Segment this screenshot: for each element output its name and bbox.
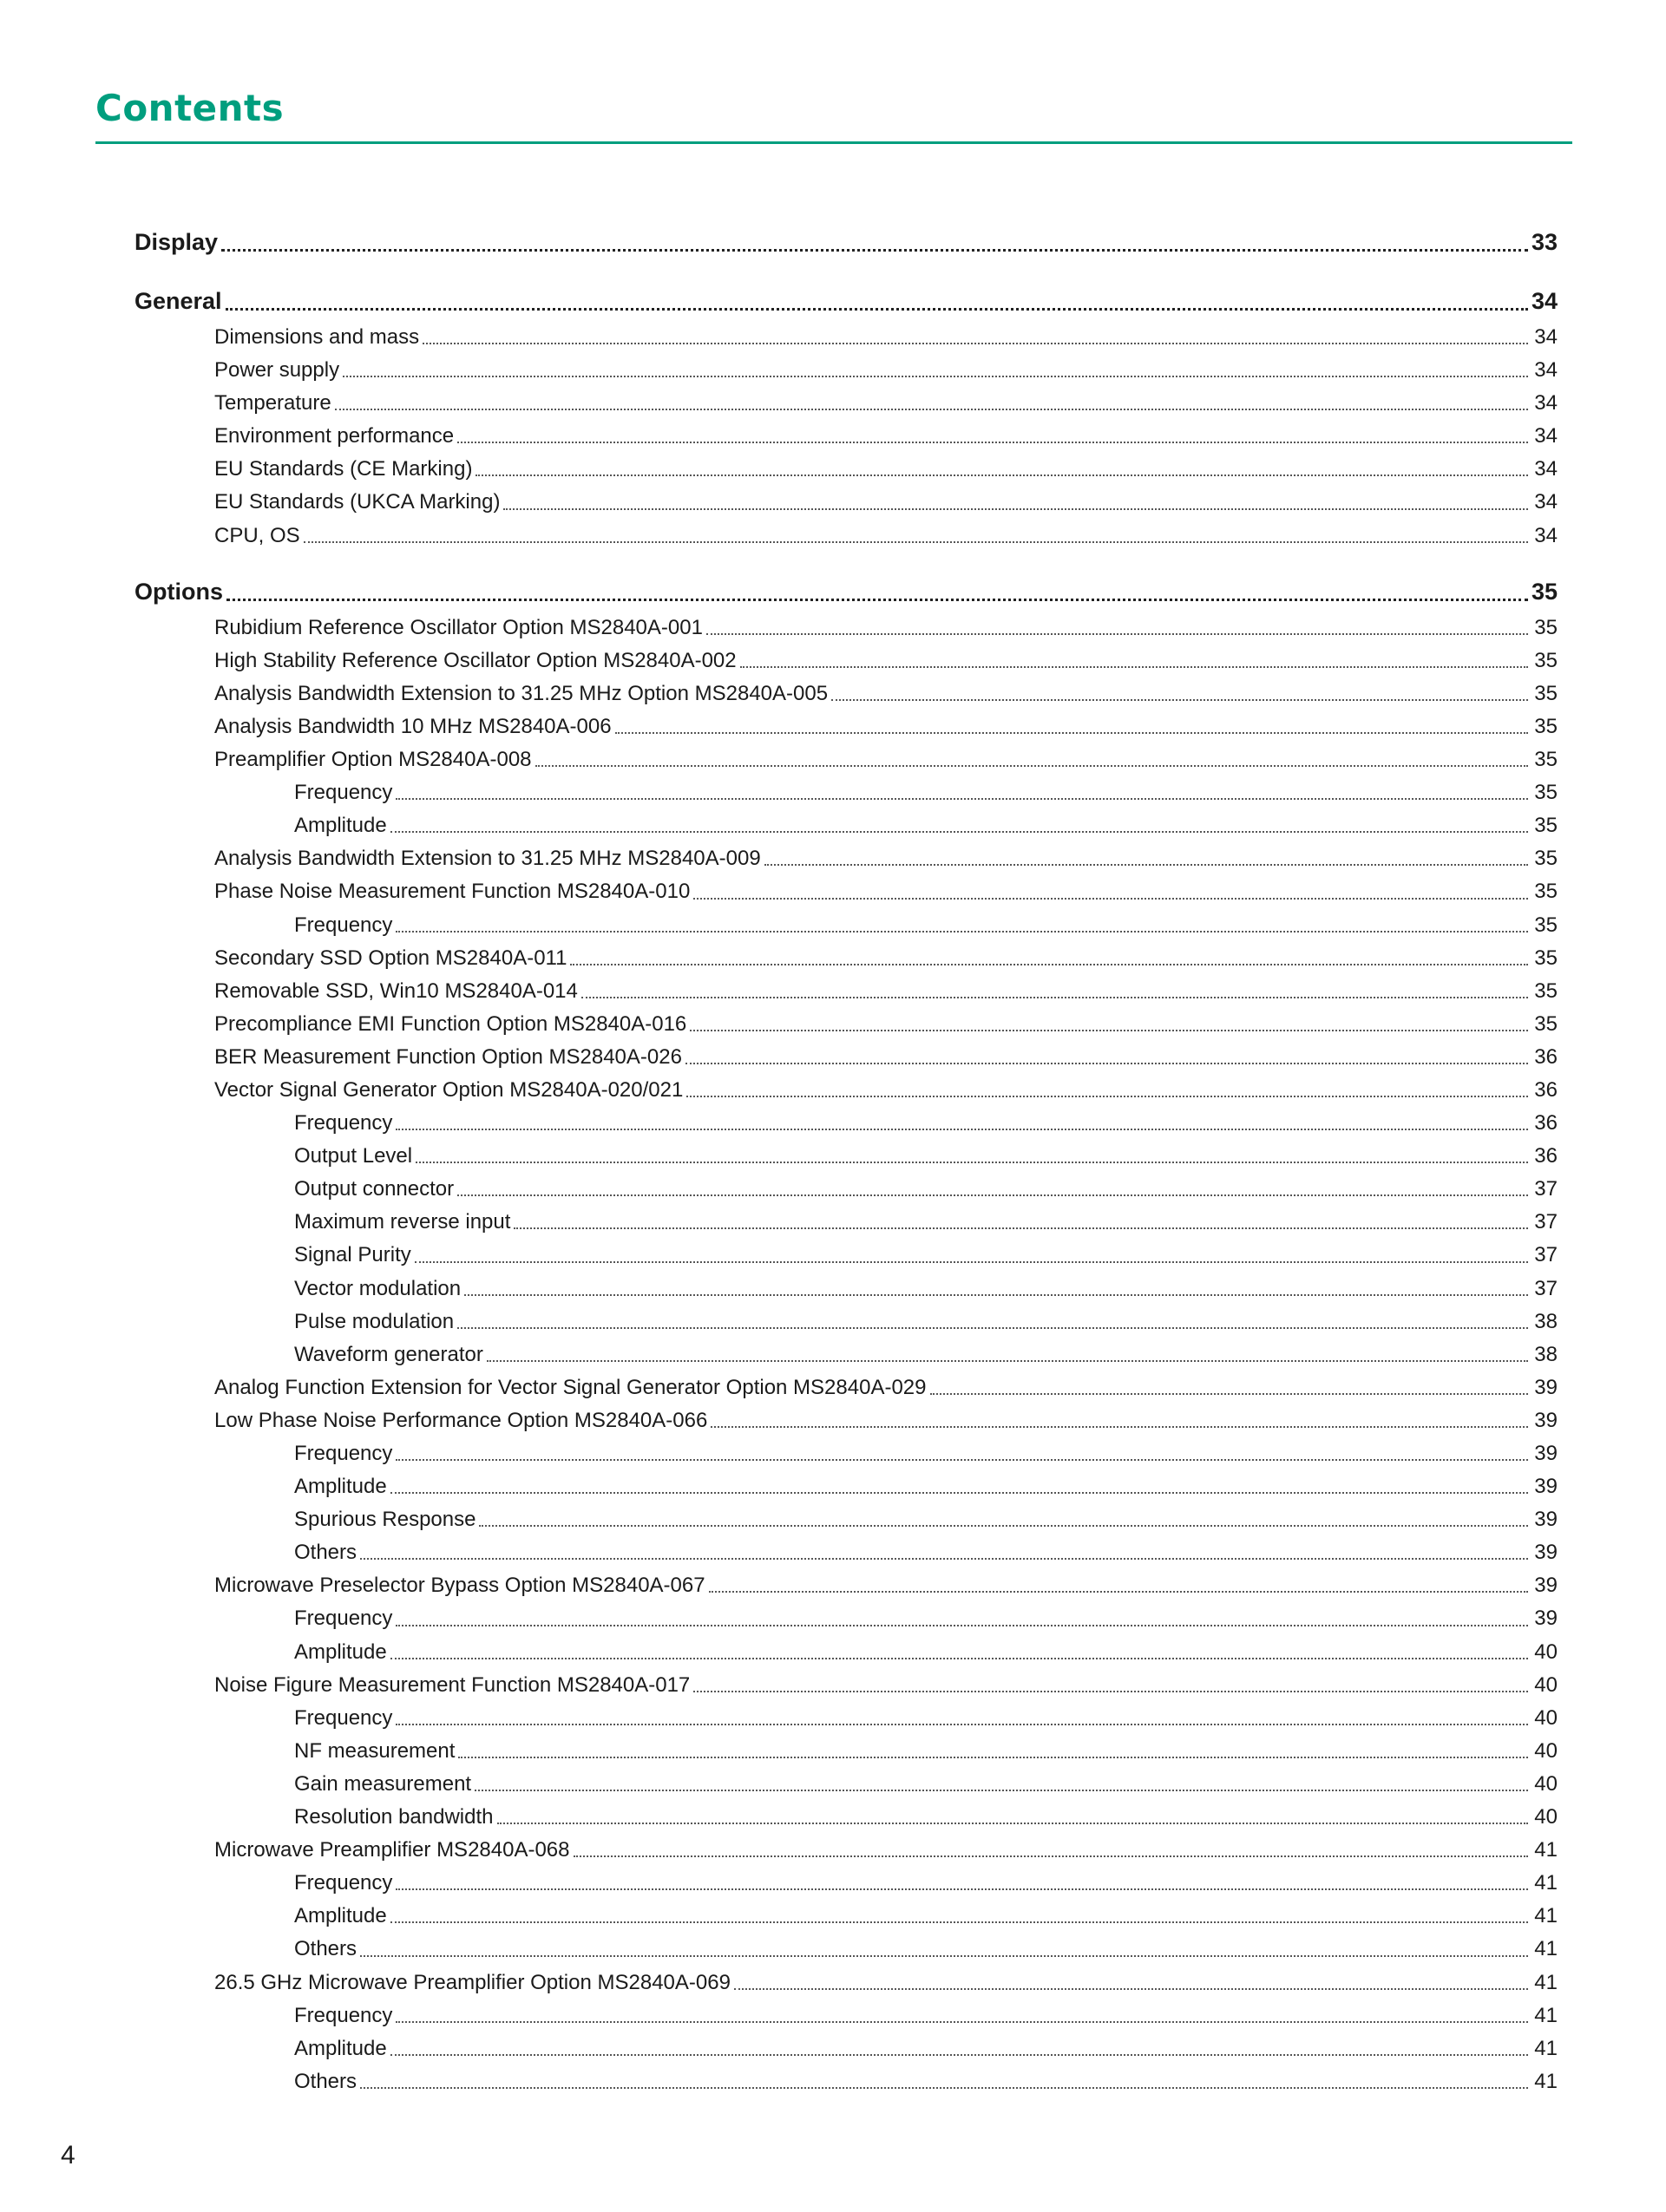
dot-leader: [740, 665, 1528, 668]
toc-entry-title: Frequency: [294, 1705, 393, 1730]
dot-leader: [503, 507, 1528, 510]
toc-subentry[interactable]: [134, 1503, 1558, 1536]
toc-entry-title: Amplitude: [294, 1904, 387, 1928]
toc-page-number: 39: [1534, 1442, 1558, 1465]
toc-entry-title: Resolution bandwidth: [294, 1805, 494, 1829]
toc-page-number: 41: [1534, 1937, 1558, 1961]
dot-leader: [360, 1954, 1528, 1957]
toc-entry-title: BER Measurement Function Option MS2840A-026: [214, 1044, 682, 1069]
toc-subentry[interactable]: [134, 1107, 1558, 1140]
toc-page-number: 34: [1531, 288, 1558, 314]
dot-leader: [487, 1359, 1528, 1362]
toc-subentry[interactable]: [134, 1536, 1558, 1569]
toc-entry[interactable]: [134, 975, 1558, 1008]
toc-entry[interactable]: [134, 1074, 1558, 1107]
toc-entry[interactable]: [134, 612, 1558, 645]
toc-entry-title: Precompliance EMI Function Option MS2840A-016: [214, 1011, 687, 1036]
toc-page-number: 41: [1534, 1871, 1558, 1895]
toc-page-number: 39: [1534, 1508, 1558, 1532]
table-of-contents: [134, 222, 1558, 2098]
dot-leader: [615, 731, 1528, 734]
toc-page-number: 37: [1534, 1210, 1558, 1234]
dot-leader: [930, 1392, 1529, 1395]
dot-leader: [457, 1194, 1528, 1196]
toc-subentry[interactable]: [134, 809, 1558, 842]
toc-entry-title: CPU, OS: [214, 523, 300, 547]
toc-entry-title: Phase Noise Measurement Function MS2840A-010: [214, 880, 691, 904]
toc-entry[interactable]: [134, 453, 1558, 486]
toc-page-number: 38: [1534, 1309, 1558, 1333]
toc-page-number: 34: [1534, 358, 1558, 383]
toc-entry-title: NF measurement: [294, 1738, 456, 1763]
toc-entry-title: Analog Function Extension for Vector Signal Generator Option MS2840A-029: [214, 1375, 927, 1399]
toc-subentry[interactable]: [134, 1173, 1558, 1206]
toc-page-number: 34: [1534, 424, 1558, 448]
dot-leader: [690, 1029, 1528, 1031]
toc-subentry[interactable]: [134, 1801, 1558, 1834]
dot-leader: [711, 1425, 1528, 1428]
toc-entry-title: Gain measurement: [294, 1771, 472, 1796]
toc-entry-title: Signal Purity: [294, 1243, 411, 1267]
toc-entry-title: Maximum reverse input: [294, 1210, 511, 1234]
toc-entry[interactable]: [134, 1008, 1558, 1041]
toc-entry-title: Noise Figure Measurement Function MS2840A-017: [214, 1672, 691, 1697]
toc-subentry[interactable]: [134, 2032, 1558, 2065]
toc-entry-title: Frequency: [294, 913, 393, 937]
toc-subentry[interactable]: [134, 1338, 1558, 1371]
dot-leader: [475, 1789, 1528, 1791]
toc-page-number: 37: [1534, 1177, 1558, 1201]
toc-page-number: 37: [1534, 1276, 1558, 1300]
toc-page-number: 34: [1534, 391, 1558, 416]
toc-subentry[interactable]: [134, 1768, 1558, 1801]
toc-page-number: 39: [1534, 1574, 1558, 1598]
dot-leader: [335, 408, 1528, 410]
toc-entry-title: Microwave Preselector Bypass Option MS2840A-067: [214, 1574, 705, 1598]
toc-entry-title: Output connector: [294, 1177, 455, 1201]
toc-entry[interactable]: [134, 1371, 1558, 1404]
toc-page-number: 34: [1534, 325, 1558, 349]
toc-page-number: 40: [1534, 1705, 1558, 1730]
toc-subentry[interactable]: [134, 909, 1558, 942]
toc-entry[interactable]: [134, 842, 1558, 875]
toc-entry-title: Removable SSD, Win10 MS2840A-014: [214, 978, 578, 1003]
toc-page-number: 35: [1534, 681, 1558, 705]
toc-subentry[interactable]: [134, 2065, 1558, 2098]
toc-entry-title: Others: [294, 1541, 357, 1565]
toc-entry[interactable]: [134, 710, 1558, 743]
toc-entry-title: Frequency: [294, 2003, 393, 2027]
dot-leader: [457, 1326, 1528, 1329]
toc-subentry[interactable]: [134, 1735, 1558, 1768]
toc-entry[interactable]: [134, 645, 1558, 677]
toc-page-number: 37: [1534, 1243, 1558, 1267]
page-number: 4: [61, 2141, 75, 2169]
toc-page-number: 40: [1534, 1805, 1558, 1829]
toc-entry[interactable]: [134, 875, 1558, 908]
toc-entry-title: Frequency: [294, 781, 393, 805]
dot-leader: [390, 1491, 1528, 1494]
dot-leader: [574, 1855, 1529, 1857]
toc-page-number: 34: [1534, 490, 1558, 514]
dot-leader: [476, 474, 1528, 476]
toc-entry-title: 26.5 GHz Microwave Preamplifier Option MS2840A-069: [214, 1970, 731, 1994]
dot-leader: [479, 1524, 1528, 1527]
dot-leader: [686, 1095, 1528, 1097]
toc-page-number: 36: [1534, 1044, 1558, 1069]
toc-entry[interactable]: [134, 387, 1558, 420]
toc-page-number: 41: [1534, 1970, 1558, 1994]
toc-entry-title: Low Phase Noise Performance Option MS2840A-066: [214, 1408, 708, 1432]
dot-leader: [360, 1557, 1528, 1560]
toc-page-number: 40: [1534, 1639, 1558, 1664]
toc-subentry[interactable]: [134, 1900, 1558, 1933]
toc-page-number: 35: [1534, 714, 1558, 738]
toc-entry-title: Environment performance: [214, 424, 455, 448]
toc-entry-title: Vector modulation: [294, 1276, 462, 1300]
toc-entry-title: Others: [294, 1937, 357, 1961]
toc-page-number: 34: [1534, 457, 1558, 481]
toc-entry-title: Pulse modulation: [294, 1309, 455, 1333]
toc-entry-title: General: [134, 288, 222, 314]
toc-subentry[interactable]: [134, 1306, 1558, 1338]
toc-page-number: 35: [1531, 578, 1558, 605]
dot-leader: [535, 764, 1528, 767]
toc-entry-title: Display: [134, 229, 219, 255]
toc-entry-title: Preamplifier Option MS2840A-008: [214, 748, 532, 772]
toc-section-entry[interactable]: [134, 222, 1558, 262]
toc-page-number: 39: [1534, 1408, 1558, 1432]
toc-entry[interactable]: [134, 677, 1558, 710]
toc-page-number: 35: [1534, 1011, 1558, 1036]
toc-entry-title: Vector Signal Generator Option MS2840A-020/021: [214, 1077, 684, 1102]
dot-leader: [416, 1161, 1528, 1163]
dot-leader: [396, 1888, 1528, 1890]
toc-page-number: 41: [1534, 2069, 1558, 2093]
dot-leader: [226, 598, 1528, 601]
toc-section-entry[interactable]: [134, 281, 1558, 321]
toc-entry-title: Waveform generator: [294, 1342, 483, 1366]
toc-entry-title: Amplitude: [294, 1475, 387, 1499]
dot-leader: [706, 632, 1528, 635]
dot-leader: [709, 1590, 1528, 1593]
toc-entry-title: Rubidium Reference Oscillator Option MS2840A-001: [214, 615, 703, 639]
toc-page-number: 35: [1534, 648, 1558, 672]
toc-entry[interactable]: [134, 1569, 1558, 1602]
toc-entry-title: Options: [134, 578, 223, 605]
toc-entry-title: EU Standards (CE Marking): [214, 457, 473, 481]
toc-subentry[interactable]: [134, 1140, 1558, 1173]
dot-leader: [396, 2020, 1528, 2023]
toc-subentry[interactable]: [134, 1602, 1558, 1635]
toc-page-number: 35: [1534, 615, 1558, 639]
dot-leader: [390, 2053, 1528, 2056]
toc-subentry[interactable]: [134, 1470, 1558, 1503]
toc-page-number: 33: [1531, 229, 1558, 255]
toc-entry-title: High Stability Reference Oscillator Option MS2840A-002: [214, 648, 737, 672]
toc-entry[interactable]: [134, 520, 1558, 553]
toc-page-number: 35: [1534, 748, 1558, 772]
toc-page-number: 39: [1534, 1375, 1558, 1399]
toc-page-number: 34: [1534, 523, 1558, 547]
dot-leader: [304, 540, 1528, 543]
toc-entry-title: Power supply: [214, 358, 340, 383]
toc-page-number: 35: [1534, 781, 1558, 805]
toc-page-number: 41: [1534, 2003, 1558, 2027]
dot-leader: [221, 248, 1528, 252]
dot-leader: [343, 375, 1528, 377]
toc-page-number: 41: [1534, 1838, 1558, 1862]
dot-leader: [423, 342, 1528, 344]
toc-entry[interactable]: [134, 354, 1558, 387]
dot-leader: [396, 1624, 1528, 1626]
toc-subentry[interactable]: [134, 1273, 1558, 1306]
toc-subentry[interactable]: [134, 1239, 1558, 1272]
toc-entry[interactable]: [134, 1834, 1558, 1867]
toc-page-number: 36: [1534, 1144, 1558, 1168]
dot-leader: [457, 441, 1528, 443]
toc-entry-title: Temperature: [214, 391, 331, 416]
toc-entry-title: Analysis Bandwidth Extension to 31.25 MHz Option MS2840A-005: [214, 681, 829, 705]
toc-entry-title: Dimensions and mass: [214, 325, 420, 349]
dot-leader: [685, 1062, 1528, 1064]
dot-leader: [570, 963, 1528, 965]
toc-page-number: 35: [1534, 978, 1558, 1003]
toc-page-number: 39: [1534, 1541, 1558, 1565]
toc-page-number: 36: [1534, 1077, 1558, 1102]
toc-page-number: 39: [1534, 1607, 1558, 1631]
dot-leader: [396, 1128, 1528, 1130]
toc-page-number: 35: [1534, 814, 1558, 838]
toc-entry[interactable]: [134, 1669, 1558, 1702]
toc-entry[interactable]: [134, 321, 1558, 354]
toc-page-number: 39: [1534, 1475, 1558, 1499]
toc-entry[interactable]: [134, 420, 1558, 453]
dot-leader: [514, 1227, 1528, 1229]
toc-entry-title: Frequency: [294, 1442, 393, 1465]
dot-leader: [396, 1723, 1528, 1725]
dot-leader: [734, 1987, 1528, 1990]
toc-entry-title: Amplitude: [294, 1639, 387, 1664]
toc-entry-title: Frequency: [294, 1871, 393, 1895]
toc-subentry[interactable]: [134, 776, 1558, 809]
toc-entry[interactable]: [134, 1404, 1558, 1437]
dot-leader: [396, 930, 1528, 933]
toc-entry[interactable]: [134, 743, 1558, 776]
toc-page-number: 35: [1534, 847, 1558, 871]
dot-leader: [581, 996, 1528, 998]
toc-page-number: 35: [1534, 946, 1558, 970]
dot-leader: [226, 307, 1528, 311]
dot-leader: [390, 1657, 1528, 1659]
toc-entry-title: Analysis Bandwidth Extension to 31.25 MHz MS2840A-009: [214, 847, 761, 871]
toc-page-number: 38: [1534, 1342, 1558, 1366]
toc-entry-title: Frequency: [294, 1111, 393, 1135]
toc-entry-title: Microwave Preamplifier MS2840A-068: [214, 1838, 570, 1862]
toc-page-number: 36: [1534, 1111, 1558, 1135]
dot-leader: [497, 1822, 1529, 1824]
dot-leader: [415, 1260, 1528, 1263]
toc-entry-title: Amplitude: [294, 2036, 387, 2060]
toc-section-entry[interactable]: [134, 572, 1558, 612]
page-title: Contents: [95, 87, 285, 129]
toc-subentry[interactable]: [134, 1933, 1558, 1966]
dot-leader: [360, 2086, 1528, 2089]
toc-page-number: 40: [1534, 1771, 1558, 1796]
toc-subentry[interactable]: [134, 1437, 1558, 1470]
dot-leader: [693, 897, 1528, 900]
toc-entry[interactable]: [134, 486, 1558, 519]
toc-entry-title: Frequency: [294, 1607, 393, 1631]
toc-page-number: 41: [1534, 2036, 1558, 2060]
dot-leader: [396, 1458, 1528, 1461]
toc-entry-title: Spurious Response: [294, 1508, 476, 1532]
dot-leader: [764, 863, 1528, 866]
dot-leader: [458, 1756, 1528, 1758]
dot-leader: [396, 797, 1528, 800]
toc-entry-title: Secondary SSD Option MS2840A-011: [214, 946, 567, 970]
dot-leader: [464, 1293, 1528, 1296]
toc-subentry[interactable]: [134, 1636, 1558, 1669]
dot-leader: [390, 1921, 1528, 1923]
toc-entry-title: Others: [294, 2069, 357, 2093]
toc-subentry[interactable]: [134, 1867, 1558, 1900]
toc-entry[interactable]: [134, 942, 1558, 975]
title-divider: [95, 141, 1572, 144]
toc-entry[interactable]: [134, 1041, 1558, 1074]
dot-leader: [390, 830, 1528, 833]
toc-entry-title: EU Standards (UKCA Marking): [214, 490, 501, 514]
toc-subentry[interactable]: [134, 1999, 1558, 2032]
toc-entry-title: Amplitude: [294, 814, 387, 838]
toc-entry-title: Analysis Bandwidth 10 MHz MS2840A-006: [214, 714, 612, 738]
toc-page-number: 40: [1534, 1672, 1558, 1697]
toc-subentry[interactable]: [134, 1206, 1558, 1239]
toc-entry[interactable]: [134, 1967, 1558, 1999]
toc-entry-title: Output Level: [294, 1144, 413, 1168]
toc-page-number: 41: [1534, 1904, 1558, 1928]
toc-subentry[interactable]: [134, 1702, 1558, 1735]
toc-page-number: 35: [1534, 913, 1558, 937]
toc-page-number: 35: [1534, 880, 1558, 904]
dot-leader: [831, 698, 1528, 701]
dot-leader: [693, 1690, 1528, 1692]
toc-page-number: 40: [1534, 1738, 1558, 1763]
